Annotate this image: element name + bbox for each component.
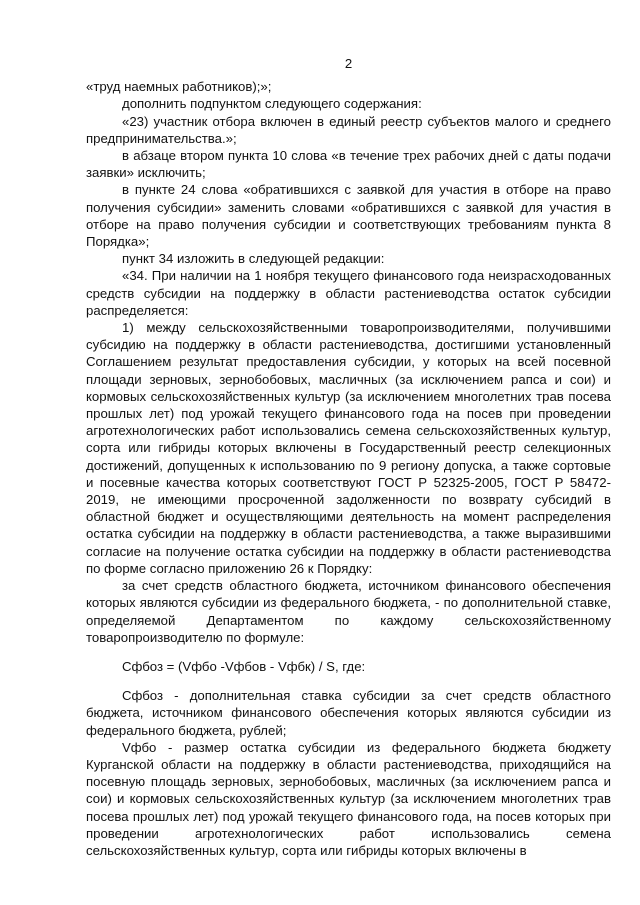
paragraph-11: Vфбо - размер остатка субсидии из федерального бюджета бюджету Курганской области на поддержку в области растениеводства, приходящийся на посевную площадь зерновых, зернобобовых, масличных (за исключением рапса и сои) и кормовых сельскохозяйственных культур (за исключением многолетних трав посева прошлых лет) под урожай текущего финансового года, на посев которых при проведении агротехнологических работ использовались семена сельскохозяйственных культур, сорта или гибриды которых включены в bbox=[86, 739, 611, 858]
paragraph-7: «34. При наличии на 1 ноября текущего финансового года неизрасходованных средств субсидии на поддержку в области растениеводства остаток субсидии распределяется: bbox=[86, 268, 611, 318]
paragraph-2: дополнить подпунктом следующего содержания: bbox=[122, 96, 422, 112]
page-number: 2 bbox=[344, 56, 353, 71]
paragraph-6: пункт 34 изложить в следующей редакции: bbox=[122, 251, 385, 267]
paragraph-4: в абзаце втором пункта 10 слова «в течение трех рабочих дней с даты подачи заявки» исключить; bbox=[86, 148, 611, 181]
paragraph-9: за счет средств областного бюджета, источником финансового обеспечения которых являются субсидии из федерального бюджета, - по дополнительной ставке, определяемой Департаментом по каждому сельскохозяйственному товаропроизводителю по формуле: bbox=[86, 578, 611, 645]
formula: Сфбоз = (Vфбо -Vфбов - Vфбк) / S, где: bbox=[122, 658, 366, 674]
paragraph-5: в пункте 24 слова «обратившихся с заявкой для участия в отборе на право получения субсидии» заменить словами «обратившихся с заявкой для участия в отборе на право получения субсидии и соответствующих требованиям пункта 8 Порядка»; bbox=[86, 182, 611, 250]
paragraph-10: Сфбоз - дополнительная ставка субсидии за счет средств областного бюджета, источником финансового обеспечения которых являются субсидии из федерального бюджета, рублей; bbox=[86, 688, 611, 738]
paragraph-8: 1) между сельскохозяйственными товаропроизводителями, получившими субсидию на поддержку в области растениеводства, достигшими установленный Соглашением результат предоставления субсидии, у которых на всей посевной площади зерновых, зернобобовых, масличных (за исключением рапса и сои) и кормовых сельскохозяйственных культур (за исключением многолетних трав посева прошлых лет) под урожай текущего финансового года на посев при проведении агротехнологических работ использовались семена сельскохозяйственных культур, сорта или гибриды которых включены в Государственный реестр селекционных достижений, допущенных к использованию по 9 региону допуска, а также сортовые и посевные качества которых соответствуют ГОСТ Р 52325-2005, ГОСТ Р 58472-2019, не имеющими просроченной задолженности по возврату субсидий в областной бюджет и осуществляющими деятельность на момент распределения остатка субсидии на поддержку в области растениеводства, а также выразившими согласие на получение остатка субсидии на поддержку в области растениеводства по форме согласно приложению 26 к Порядку: bbox=[86, 320, 611, 576]
paragraph-3: «23) участник отбора включен в единый реестр субъектов малого и среднего предпринимательства.»; bbox=[86, 113, 611, 146]
paragraph-1: «труд наемных работников);»; bbox=[86, 79, 272, 95]
